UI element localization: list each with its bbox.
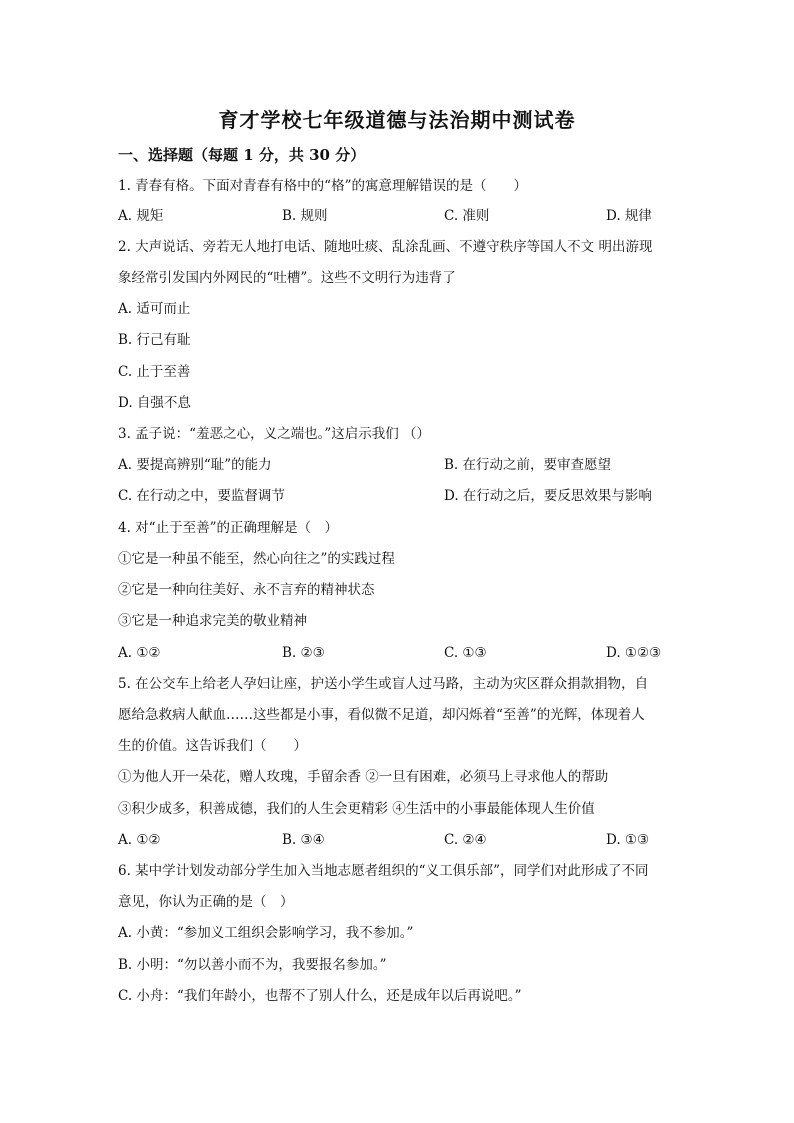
- question-5-option-b: B. ③④: [282, 832, 325, 848]
- question-2-stem-line-1: 2. 大声说话、旁若无人地打电话、随地吐痰、乱涂乱画、不遵守秩序等国人不文 明出游现: [118, 239, 653, 255]
- question-4-option-c: C. ①③: [444, 645, 487, 661]
- question-5-option-c: C. ②④: [444, 832, 487, 848]
- question-2-option-b: B. 行己有耻: [118, 332, 191, 348]
- question-1-option-b: B. 规则: [282, 208, 328, 224]
- question-5-option-d: D. ①③: [606, 832, 650, 848]
- question-4-statement-1: ①它是一种虽不能至，然心向往之”的实践过程: [118, 551, 395, 567]
- question-5-stem-line-3: 生的价值。这告诉我们（ ）: [118, 738, 307, 754]
- question-5-option-a: A. ①②: [118, 832, 161, 848]
- question-4-stem: 4. 对“止于至善”的正确理解是（ ）: [118, 520, 338, 536]
- question-4-statement-2: ②它是一种向往美好、永不言弃的精神状态: [118, 582, 375, 598]
- question-1-stem: 1. 青春有格。下面对青春有格中的“格”的寓意理解错误的是（ ）: [118, 178, 527, 194]
- question-3-option-d: D. 在行动之后，要反思效果与影响: [444, 488, 652, 504]
- question-5-stem-line-2: 愿给急救病人献血……这些都是小事，看似微不足道，却闪烁着“至善”的光辉，体现着人: [118, 707, 645, 723]
- question-4-option-a: A. ①②: [118, 645, 161, 661]
- question-3-stem: 3. 孟子说：“羞恶之心，义之端也。”这启示我们 （）: [118, 426, 431, 442]
- question-3-option-a: A. 要提高辨别“耻”的能力: [118, 457, 272, 473]
- question-6-option-c: C. 小舟：“我们年龄小，也帮不了别人什么，还是成年以后再说吧。”: [118, 988, 522, 1004]
- question-3-option-b: B. 在行动之前，要审查愿望: [444, 457, 612, 473]
- question-2-stem-line-2: 象经常引发国内外网民的“吐槽”。这些不文明行为违背了: [118, 270, 456, 286]
- question-6-stem-line-2: 意见，你认为正确的是（ ）: [118, 894, 294, 910]
- question-1-option-a: A. 规矩: [118, 208, 164, 224]
- question-6-stem-line-1: 6. 某中学计划发动部分学生加入当地志愿者组织的“义工俱乐部”，同学们对此形成了不同: [118, 863, 649, 879]
- question-5-stem-line-1: 5. 在公交车上给老人孕妇让座，护送小学生或盲人过马路，主动为灾区群众捐款捐物，自: [118, 676, 649, 692]
- question-6-option-b: B. 小明：“勿以善小而不为，我要报名参加。”: [118, 957, 387, 973]
- question-1-option-c: C. 准则: [444, 208, 490, 224]
- question-1-option-d: D. 规律: [606, 208, 652, 224]
- question-5-statements-line-2: ③积少成多，积善成德，我们的人生会更精彩 ④生活中的小事最能体现人生价值: [118, 801, 595, 817]
- question-2-option-c: C. 止于至善: [118, 364, 191, 380]
- question-6-option-a: A. 小黄：“参加义工组织会影响学习，我不参加。”: [118, 925, 414, 941]
- question-3-option-c: C. 在行动之中，要监督调节: [118, 488, 285, 504]
- page-title: 育才学校七年级道德与法治期中测试卷: [218, 108, 576, 132]
- question-4-option-b: B. ②③: [282, 645, 325, 661]
- question-4-statement-3: ③它是一种追求完美的敬业精神: [118, 613, 307, 629]
- question-2-option-d: D. 自强不息: [118, 395, 191, 411]
- question-4-option-d: D. ①②③: [606, 645, 662, 661]
- question-2-option-a: A. 适可而止: [118, 301, 191, 317]
- section-heading: 一、选择题（每题 1 分，共 30 分）: [118, 146, 366, 164]
- question-5-statements-line-1: ①为他人开一朵花，赠人玫瑰，手留余香 ②一旦有困难，必须马上寻求他人的帮助: [118, 769, 609, 785]
